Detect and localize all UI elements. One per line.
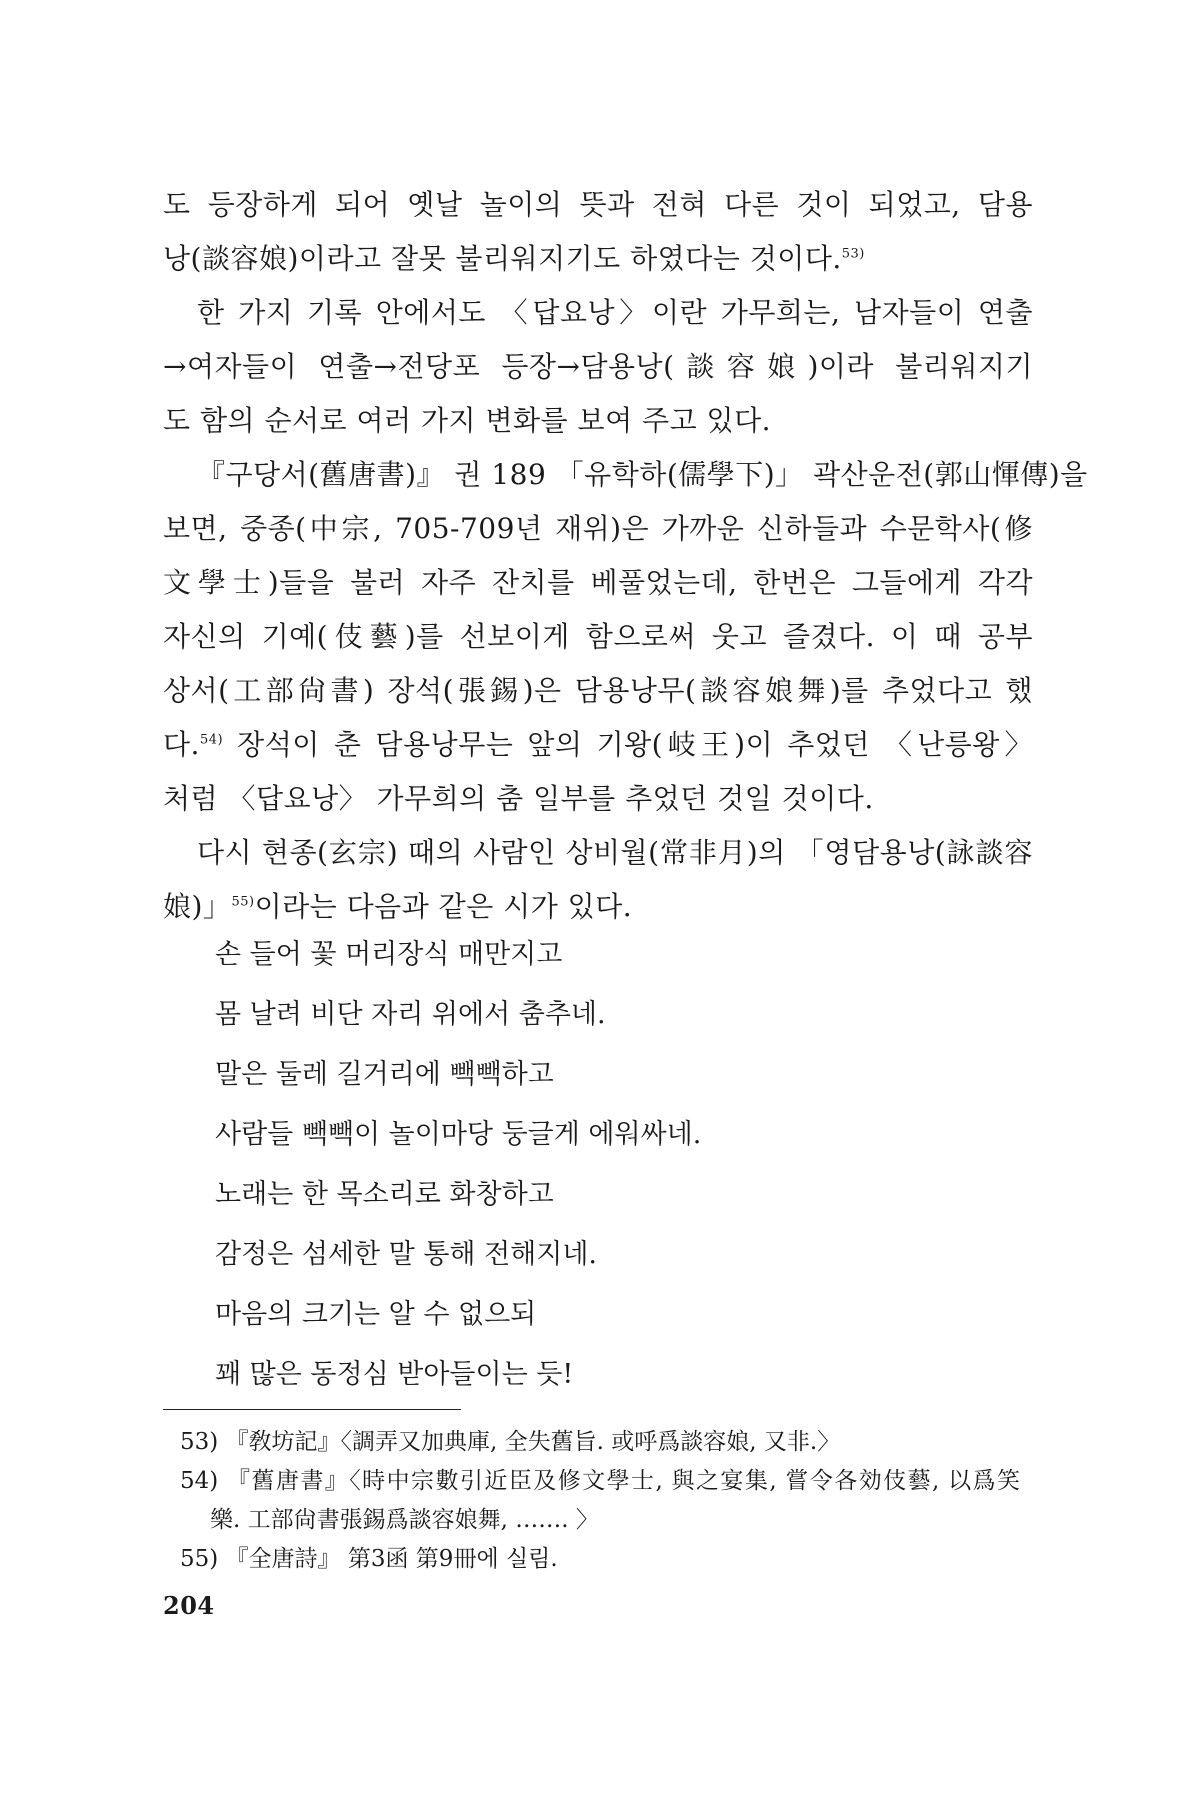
footnotes — [180, 1423, 1020, 1579]
body-line — [163, 610, 1033, 664]
body-line — [163, 718, 1033, 772]
poem-line: 마음의 크기는 알 수 없으되 — [215, 1299, 537, 1330]
body-line-text: 상서(工部尙書) 장석(張錫)은 담용낭무(談容娘舞)를 추었다고 했 — [163, 674, 1033, 707]
poem-line: 몸 날려 비단 자리 위에서 춤추네. — [215, 999, 606, 1030]
body-line-text: 보면, 중종(中宗, 705-709년 재위)은 가까운 신하들과 수문학사(修 — [163, 512, 1033, 545]
poem-line: 노래는 한 목소리로 화창하고 — [215, 1179, 554, 1210]
poem-line: 꽤 많은 동정심 받아들이는 듯! — [215, 1359, 574, 1390]
body-line-text: 처럼 〈답요낭〉 가무희의 춤 일부를 추었던 것일 것이다. — [163, 782, 874, 815]
footnote-divider — [163, 1409, 461, 1410]
footnote-54: 54) 『舊唐書』〈時中宗數引近臣及修文學士, 與之宴集, 嘗令各効伎藝, 以爲笑 — [180, 1468, 1020, 1494]
poem-line: 사람들 빽빽이 놀이마당 둥글게 에워싸네. — [215, 1119, 702, 1150]
body-line — [163, 394, 1033, 448]
body-line-text: 자신의 기예(伎藝)를 선보이게 함으로써 웃고 즐겼다. 이 때 공부 — [163, 620, 1033, 653]
footnote-ref: 53) — [841, 246, 865, 262]
body-line — [163, 448, 1088, 502]
body-line-text: 낭(談容娘)이라고 잘못 불리워지기도 하였다는 것이다. — [163, 242, 842, 275]
body-line — [163, 232, 1033, 286]
poem-line: 말은 둘레 길거리에 빽빽하고 — [215, 1059, 554, 1090]
body-line-text: 娘)」 — [163, 890, 232, 923]
poem-block — [215, 925, 1015, 1405]
body-line-text: 도 함의 순서로 여러 가지 변화를 보여 주고 있다. — [163, 404, 772, 437]
body-line — [163, 772, 1033, 826]
page-number: 204 — [163, 1591, 215, 1620]
body-line — [163, 826, 1033, 880]
body-line-text: →여자들이 연출→전당포 등장→담용낭(談容娘)이라 불리워지기 — [163, 350, 1033, 383]
body-line-text: 이라는 다음과 같은 시가 있다. — [254, 890, 633, 923]
body-line — [163, 286, 1033, 340]
footnote-ref: 54) — [199, 732, 224, 748]
body-line-text: 文學士)들을 불러 자주 잔치를 베풀었는데, 한번은 그들에게 각각 — [163, 566, 1033, 599]
poem-line: 감정은 섬세한 말 통해 전해지네. — [215, 1239, 597, 1270]
footnote-54-continued: 樂. 工部尙書張錫爲談容娘舞, ……. 〉 — [210, 1507, 599, 1533]
body-line-text: 도 등장하게 되어 옛날 놀이의 뜻과 전혀 다른 것이 되었고, 담용 — [163, 188, 1033, 221]
body-line-text: 『구당서(舊唐書)』 권 189 「유학하(儒學下)」 곽산운전(郭山惲傳)을 — [197, 458, 1088, 491]
body-line — [163, 502, 1033, 556]
poem-line: 손 들어 꽃 머리장식 매만지고 — [215, 939, 563, 970]
footnote-55: 55) 『全唐詩』 第3函 第9冊에 실림. — [180, 1546, 558, 1572]
body-line — [163, 340, 1033, 394]
body-line-text: 다. — [163, 728, 200, 761]
body-text — [163, 178, 1088, 934]
body-line — [163, 664, 1033, 718]
footnote-ref: 55) — [231, 894, 255, 910]
body-line-text: 한 가지 기록 안에서도 〈답요낭〉이란 가무희는, 남자들이 연출 — [197, 296, 1033, 329]
body-line-text: 다시 현종(玄宗) 때의 사람인 상비월(常非月)의 「영담용낭(詠談容 — [197, 836, 1033, 869]
body-line — [163, 556, 1033, 610]
footnote-53: 53) 『敎坊記』〈調弄又加典庫, 全失舊旨. 或呼爲談容娘, 又非.〉 — [180, 1429, 841, 1455]
body-line — [163, 178, 1033, 232]
body-line-text: 장석이 춘 담용낭무는 앞의 기왕(岐王)이 추었던 〈난릉왕〉 — [223, 728, 1033, 761]
